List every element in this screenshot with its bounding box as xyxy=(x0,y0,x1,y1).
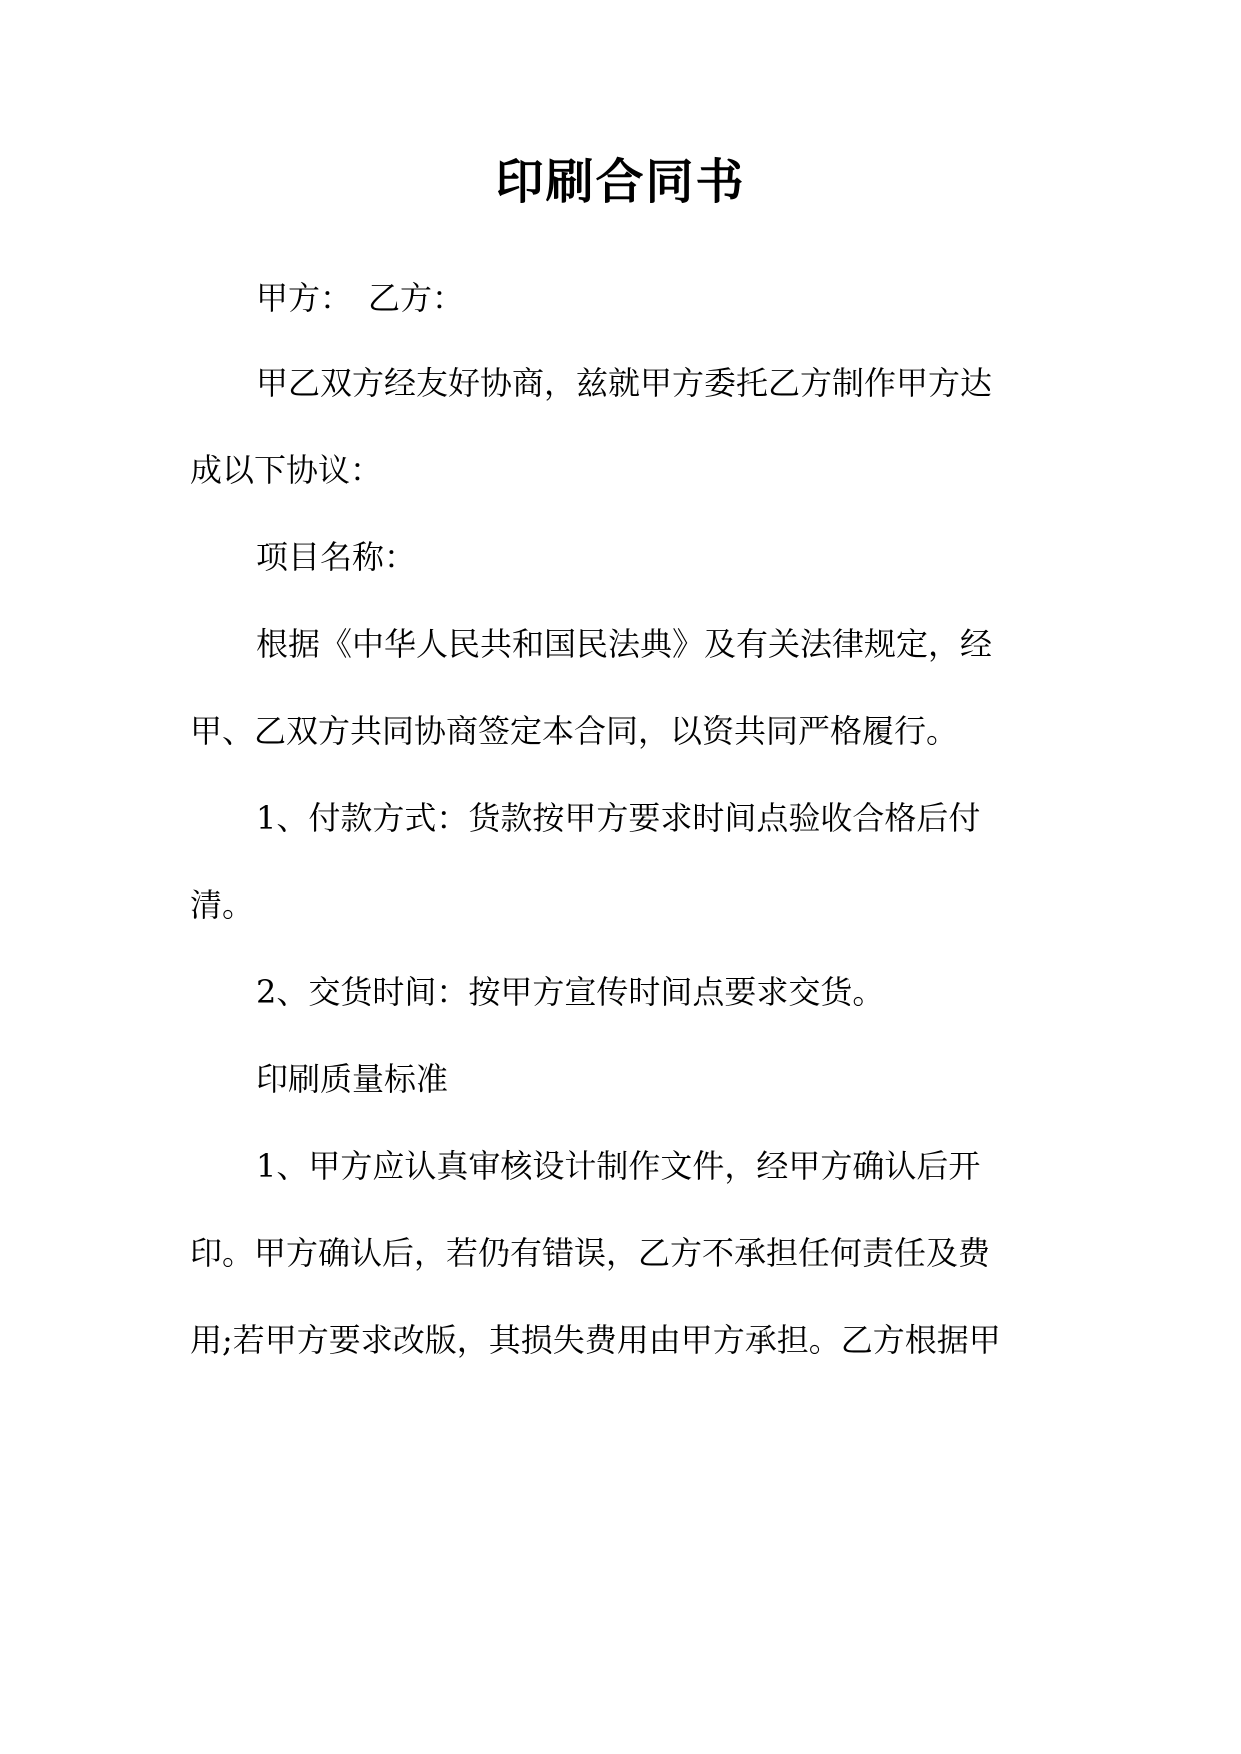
paragraph-line: 甲、乙双方共同协商签定本合同，以资共同严格履行。 xyxy=(190,712,959,750)
paragraph-line: 根据《中华人民共和国民法典》及有关法律规定，经 xyxy=(256,625,993,663)
quality-line: 1、甲方应认真审核设计制作文件，经甲方确认后开 xyxy=(256,1147,981,1185)
payment-line: 1、付款方式：货款按甲方要求时间点验收合格后付 xyxy=(256,799,981,837)
paragraph-line: 成以下协议： xyxy=(190,451,383,489)
delivery-line: 2、交货时间：按甲方宣传时间点要求交货。 xyxy=(256,973,885,1011)
section-heading: 印刷质量标准 xyxy=(256,1060,449,1098)
paragraph-line: 印。甲方确认后，若仍有错误，乙方不承担任何责任及费 xyxy=(190,1234,991,1272)
party-line: 甲方： 乙方： xyxy=(256,279,465,317)
paragraph-line: 甲乙双方经友好协商，兹就甲方委托乙方制作甲方达 xyxy=(256,364,993,402)
paragraph-line: 清。 xyxy=(190,886,255,924)
document-title: 印刷合同书 xyxy=(495,154,746,210)
project-name-line: 项目名称： xyxy=(256,538,417,576)
paragraph-line: 用;若甲方要求改版，其损失费用由甲方承担。乙方根据甲 xyxy=(190,1321,1001,1359)
